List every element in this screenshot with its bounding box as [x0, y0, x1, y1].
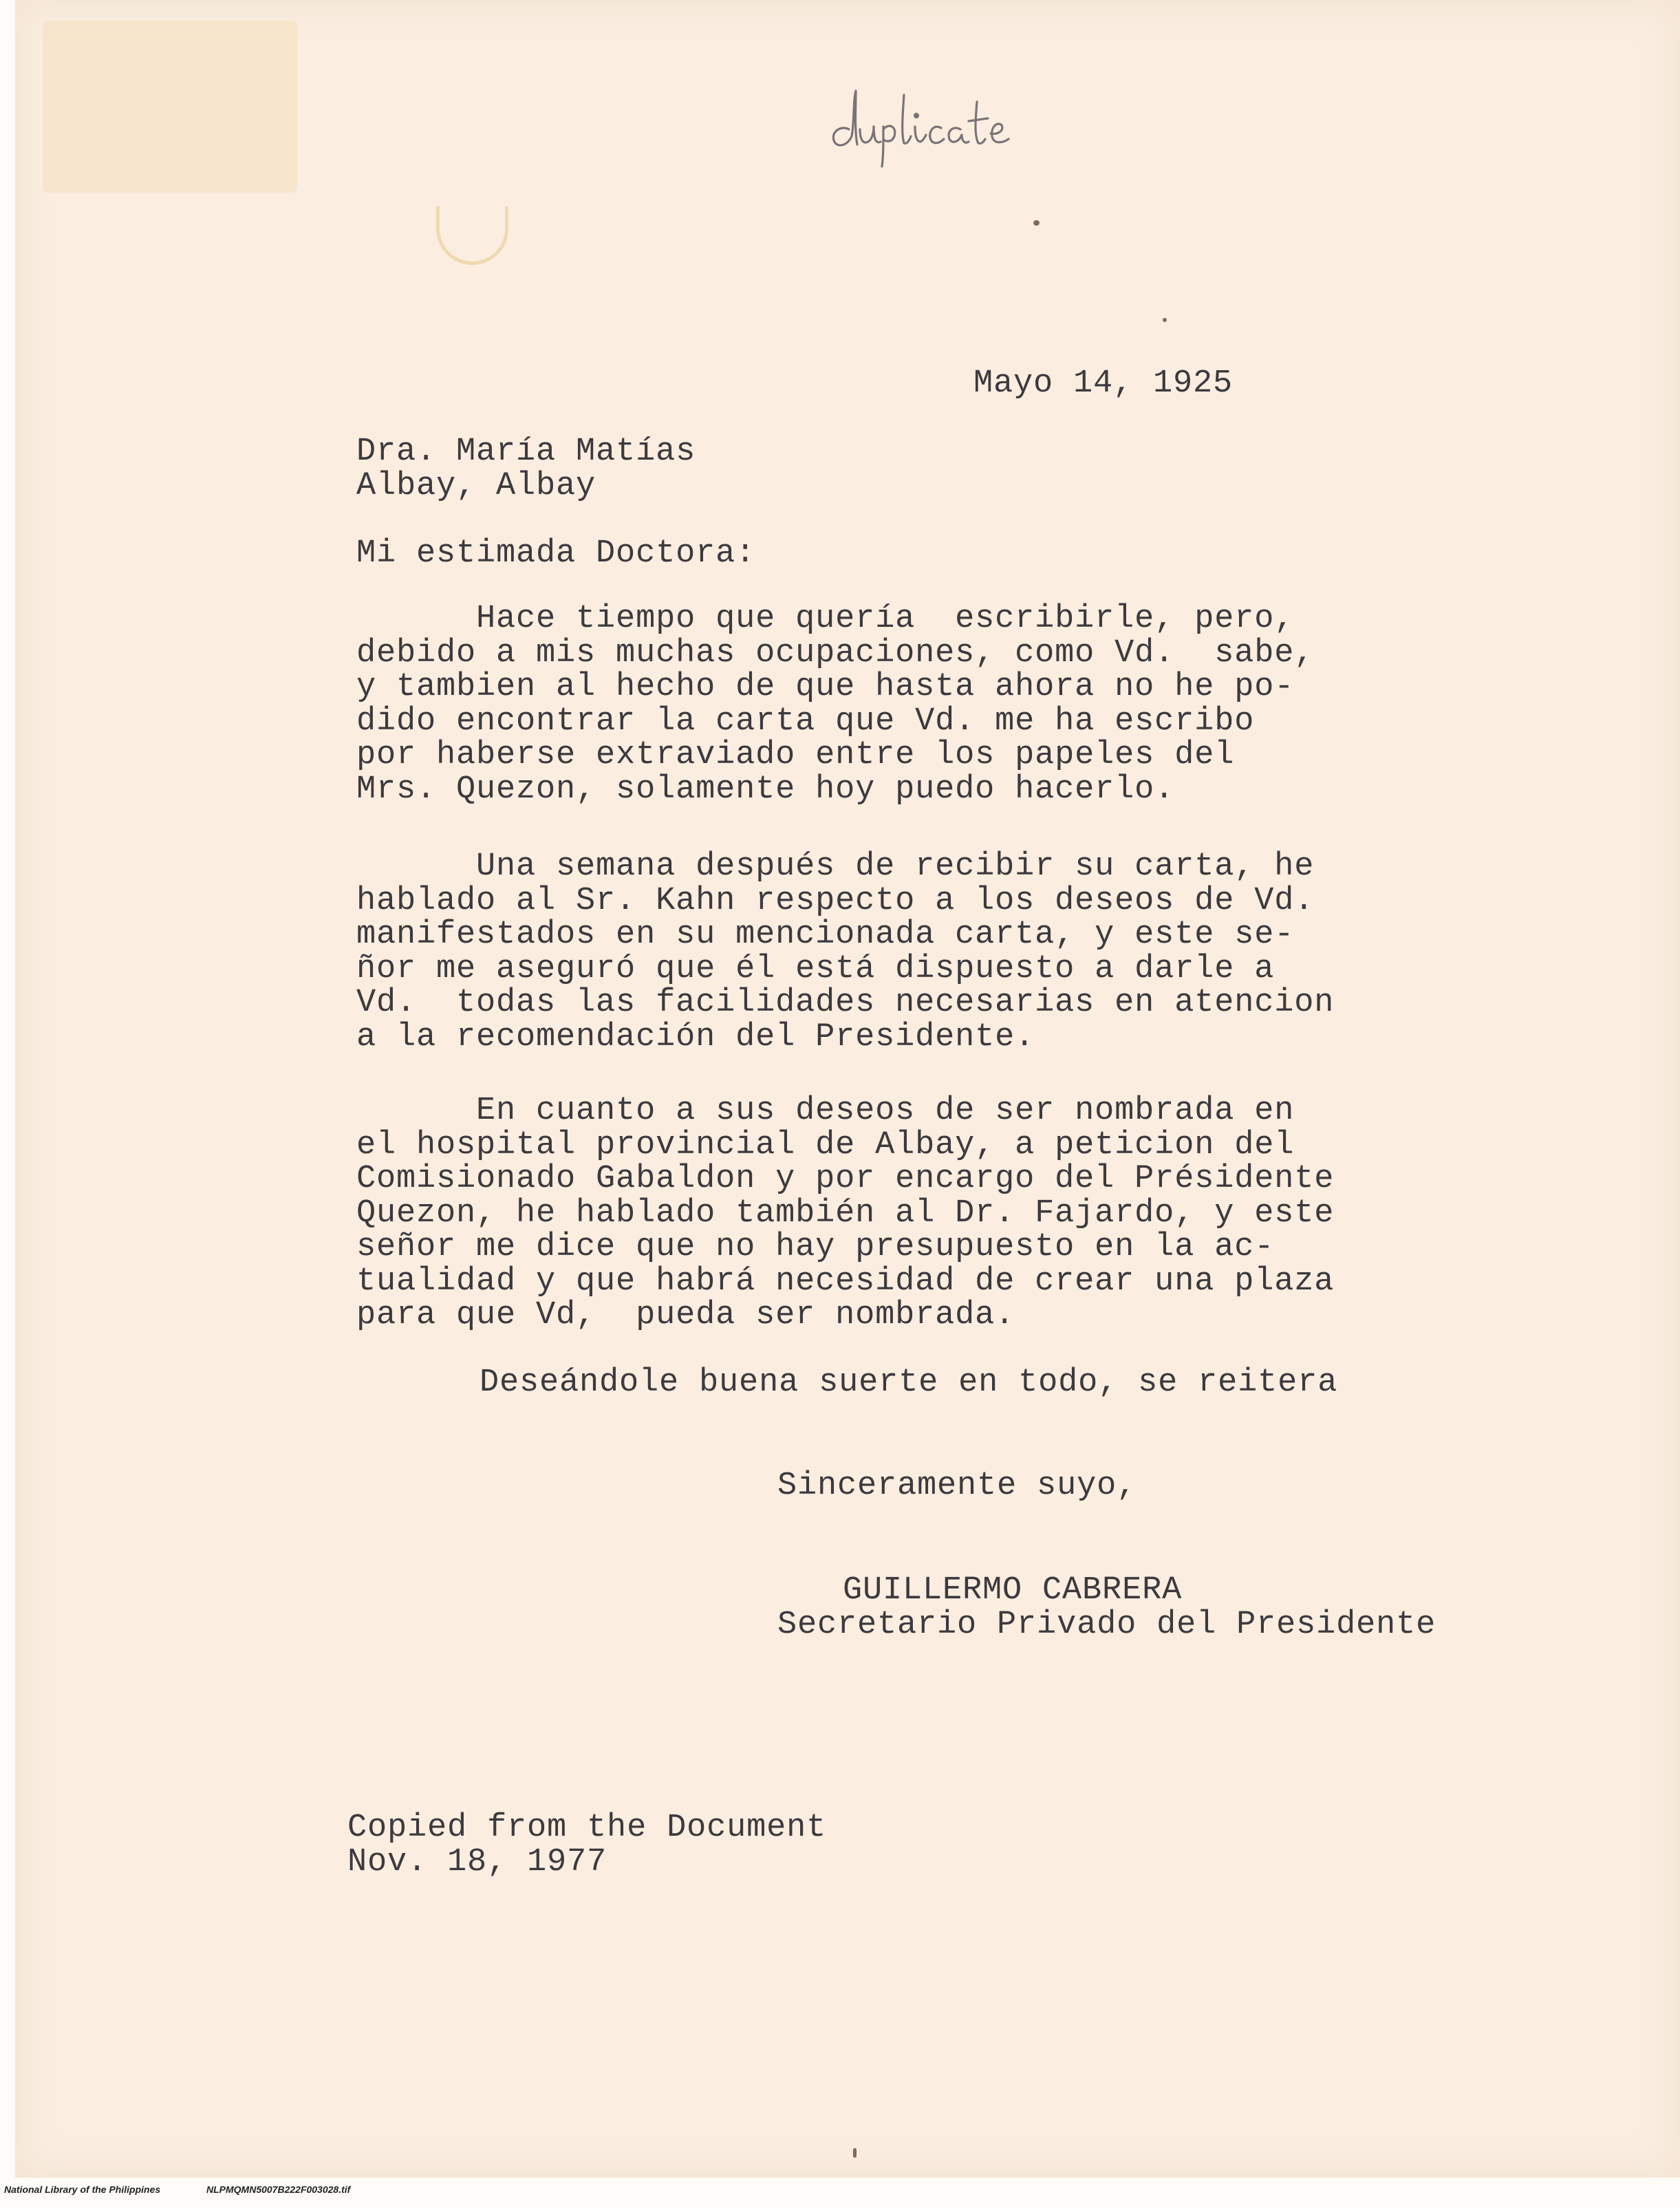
speck — [853, 2148, 857, 2158]
body-line: hablado al Sr. Kahn respecto a los deseos de Vd. — [356, 882, 1315, 919]
valediction: Sinceramente suyo, — [777, 1468, 1137, 1504]
body-line: por haberse extraviado entre los papeles del — [356, 737, 1235, 773]
body-paragraph-1 — [356, 602, 1314, 806]
duplicate-handwriting-icon — [826, 81, 1025, 171]
speck — [1033, 220, 1040, 226]
addressee-location: Albay, Albay — [356, 468, 596, 504]
addressee-name: Dra. María Matías — [356, 433, 696, 470]
body-line: Hace tiempo que quería escribirle, pero, — [356, 601, 1295, 637]
body-line: Comisionado Gabaldon y por encargo del Présidente — [356, 1161, 1335, 1197]
body-line: dido encontrar la carta que Vd. me ha escribo — [356, 703, 1255, 740]
scan-footer — [0, 2178, 1680, 2208]
body-line: señor me dice que no hay presupuesto en la ac- — [356, 1229, 1275, 1265]
body-line: ñor me aseguró que él está dispuesto a darle a — [356, 950, 1275, 987]
signatory-title: Secretario Privado del Presidente — [777, 1607, 1436, 1643]
stain-mark — [436, 206, 508, 265]
body-line: Vd. todas las facilidades necesarias en atencion — [356, 985, 1335, 1021]
copy-note-line-1: Copied from the Document — [347, 1810, 827, 1846]
handwritten-annotation — [826, 81, 1025, 171]
body-line: manifestados en su mencionada carta, y este se- — [356, 917, 1295, 953]
file-identifier: NLPMQMN5007B222F003028.tif — [206, 2184, 351, 2195]
body-line: Mrs. Quezon, solamente hoy puedo hacerlo. — [356, 771, 1175, 808]
body-line: tualidad y que habrá necesidad de crear una plaza — [356, 1263, 1335, 1300]
tape-mark — [43, 21, 297, 193]
body-line: para que Vd, pueda ser nombrada. — [356, 1297, 1015, 1333]
body-line: Una semana después de recibir su carta, he — [356, 848, 1315, 885]
body-line: a la recomendación del Presidente. — [356, 1018, 1035, 1055]
body-paragraph-2 — [356, 850, 1334, 1054]
body-paragraph-3 — [356, 1094, 1334, 1333]
body-line: debido a mis muchas ocupaciones, como Vd. sabe, — [356, 634, 1315, 672]
salutation: Mi estimada Doctora: — [356, 535, 756, 572]
closing-line: Deseándole buena suerte en todo, se reitera — [480, 1364, 1338, 1401]
speck — [1163, 318, 1167, 322]
library-credit: National Library of the Philippines — [4, 2184, 161, 2195]
body-line: y tambien al hecho de que hasta ahora no he po- — [356, 669, 1295, 705]
letter-date: Mayo 14, 1925 — [973, 365, 1234, 402]
letter-paper — [15, 0, 1680, 2178]
body-line: En cuanto a sus deseos de ser nombrada en — [356, 1093, 1295, 1129]
signatory-name: GUILLERMO CABRERA — [843, 1572, 1183, 1609]
body-line: Quezon, he hablado también al Dr. Fajardo, y este — [356, 1194, 1335, 1232]
body-line: el hospital provincial de Albay, a peticion del — [356, 1126, 1295, 1164]
copy-note-line-2: Nov. 18, 1977 — [347, 1844, 607, 1880]
